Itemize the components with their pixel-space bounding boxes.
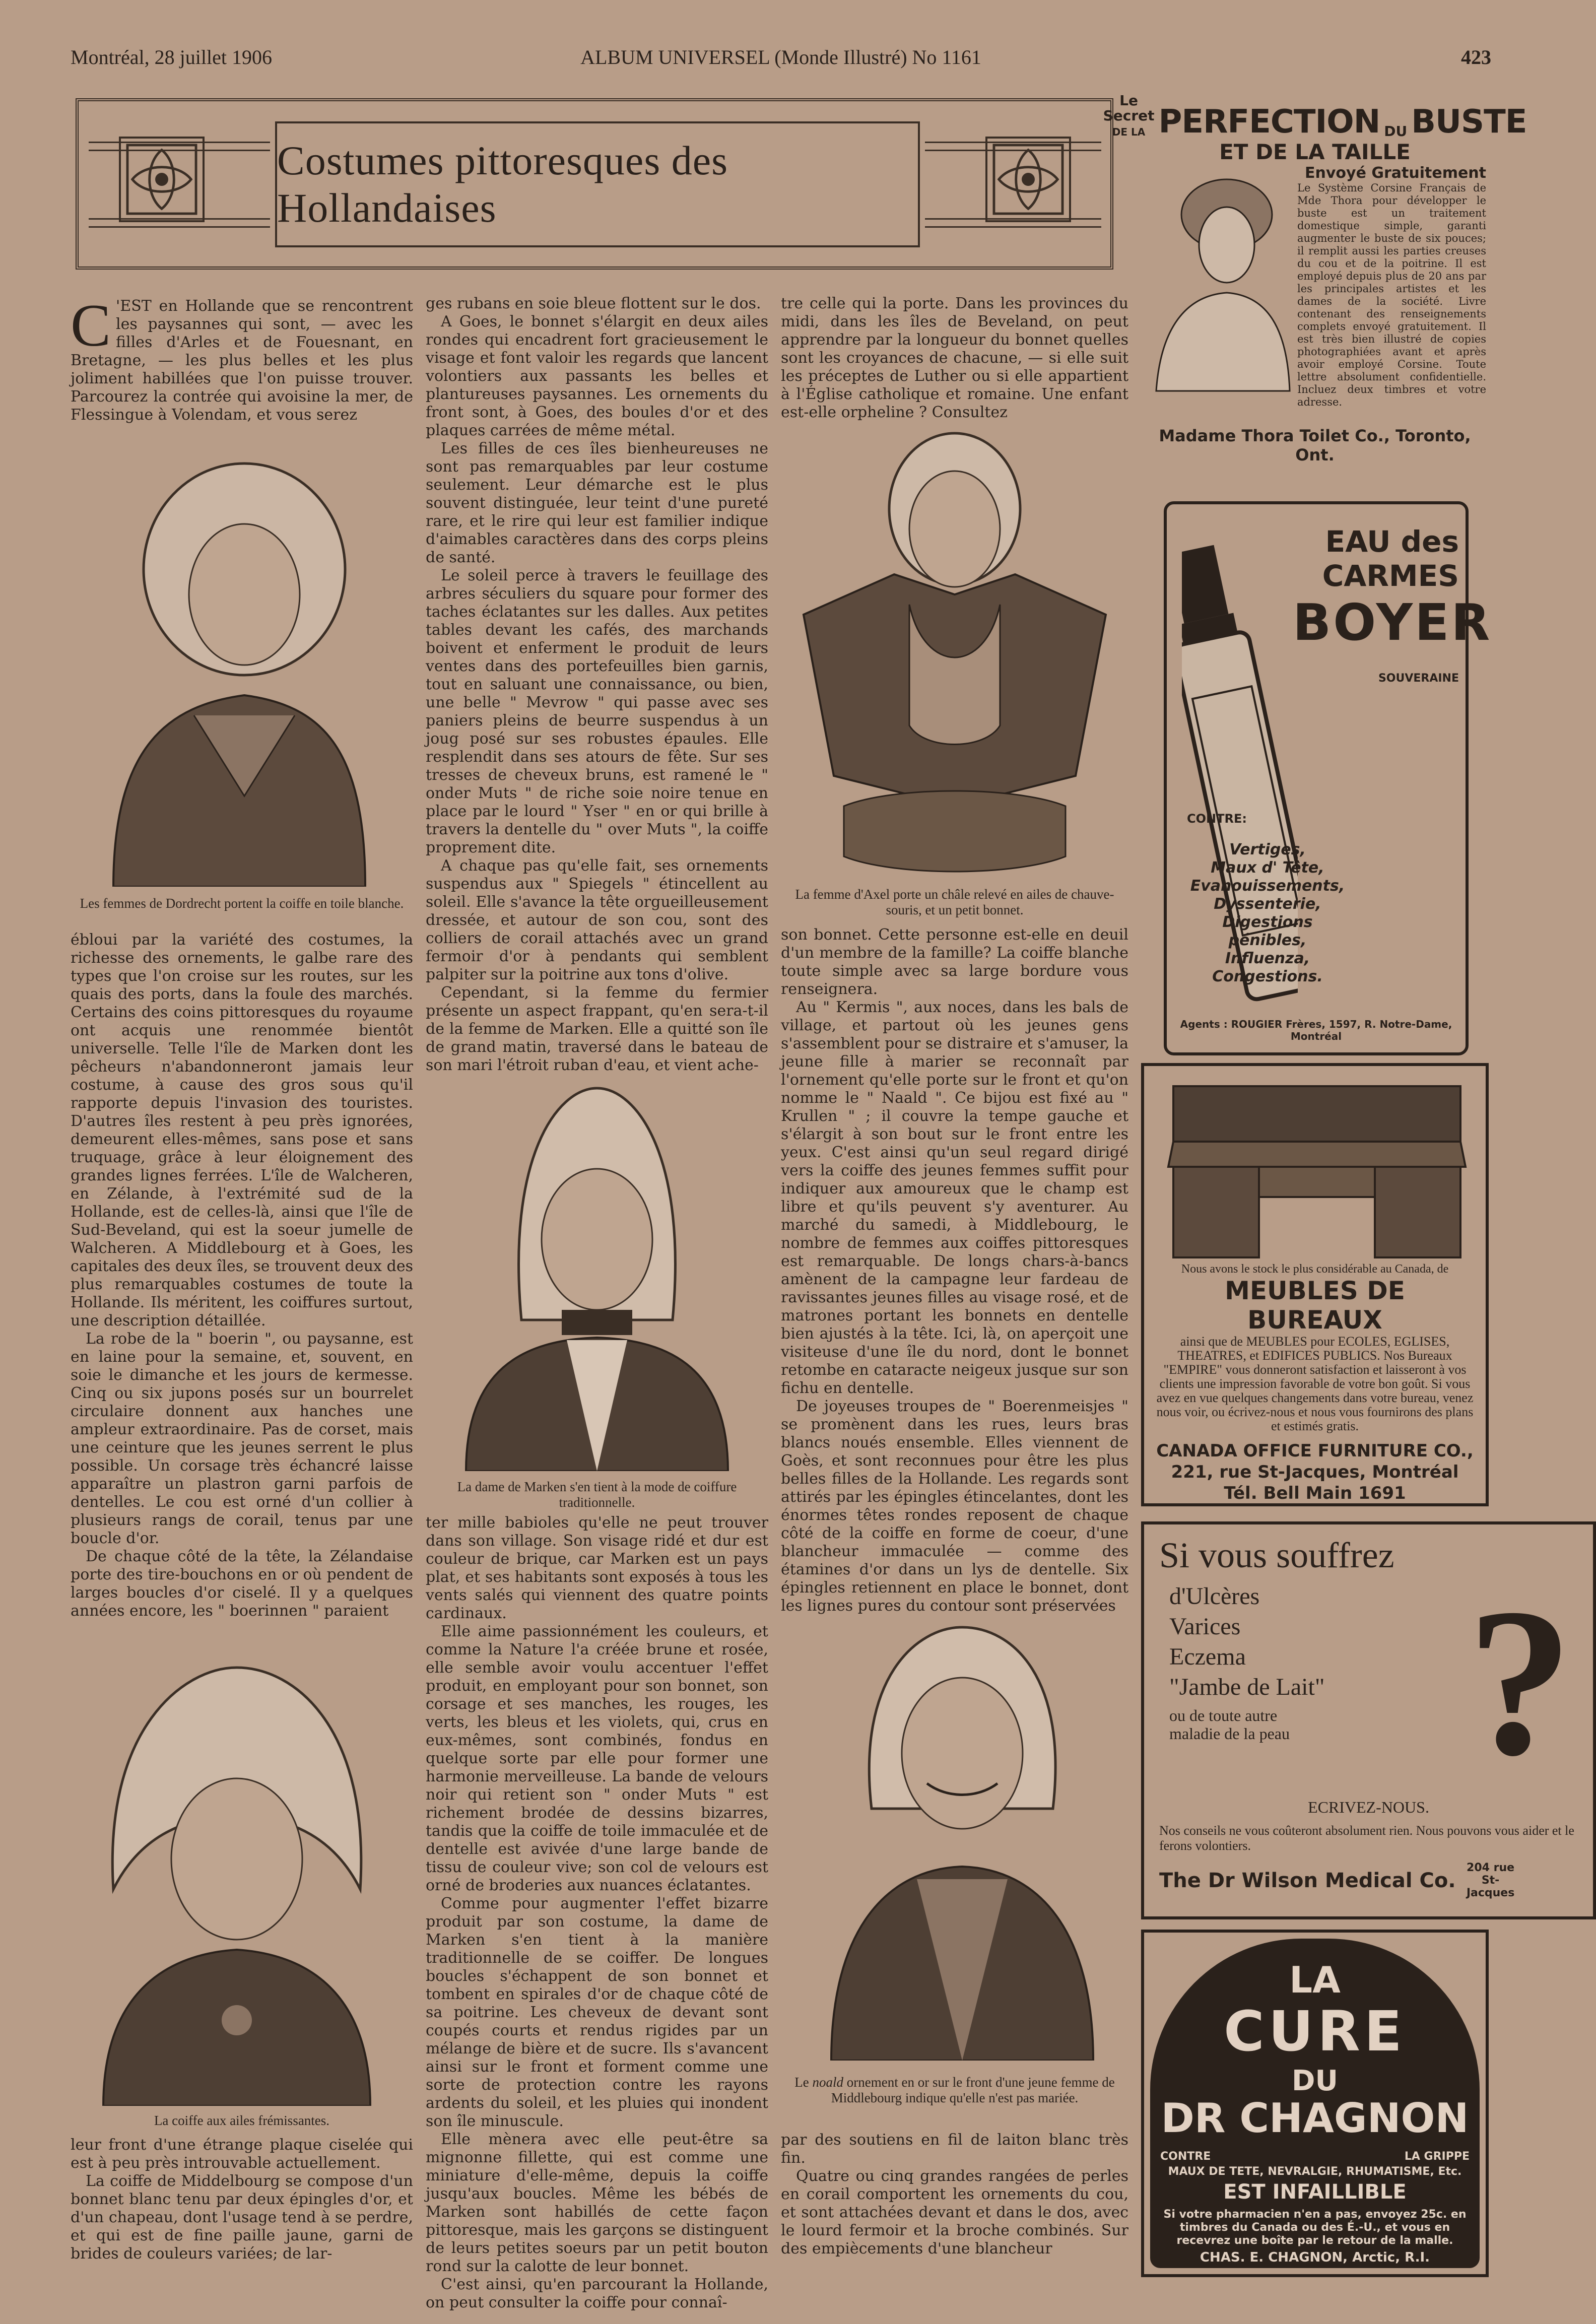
boyer-contre: CONTRE: [1187,812,1247,826]
boyer-list [1187,841,1348,986]
col2-p1: ges rubans en soie bleue flottent sur le dos. [426,295,761,312]
caption-fig1: Les femmes de Dordrecht portent la coiffe en toile blanche. [80,896,404,911]
boyer-list-item: Influenza, Congestions. [1212,950,1323,985]
ad-canada-office-furniture [1141,1063,1489,1506]
illustration-axel-woman [793,423,1116,877]
column-2-top [426,295,768,1075]
ad-thora-body-area [1141,164,1489,408]
col1-end-p2: La coiffe de Middelbourg se compose d'un bonnet blanc tenu par deux épingles d'or, et d'un chapeau, dont l'usage tend à se perdre, et qui est de fine paille jaune, garni de brides de couleurs variées; de lar- [71,2172,413,2263]
column-3-top [781,295,1128,422]
article-title-banner [76,98,1113,270]
illustration-dordrecht-woman [93,443,380,887]
office-company: CANADA OFFICE FURNITURE CO., [1156,1441,1474,1461]
ornament-right-icon [985,137,1071,222]
ad-thora-headline [1103,92,1527,141]
caption-fig5-pre: Le [794,2075,809,2090]
ad-thora-buste: BUSTE [1411,103,1527,141]
ornament-left-icon [119,137,205,222]
col1-intro-text: 'EST en Hollande que se rencontrent les paysannes qui sont, — avec les filles d'Arles et de Fouesnant, en Bretagne, — les plus belles et les plus joliment habillées que l'on puisse trouver. Parcourez la contrée qui avoisine la mer, de Flessingue à Volendam, et vous serez [71,297,413,424]
col2-b1: ter mille babioles qu'elle ne peut trouver dans son village. Son visage ridé et dur est couleur de brique, car Marken est un pays plat, et ses habitants sont exposés à tous les vents salés qui viennent des quatre points cardinaux. [426,1514,768,1622]
col1-p1: ébloui par la variété des costumes, la richesse des ornements, le galbe rare des types que l'on croise sur les routes, sur les quais des ports, dans la foule des marchés. Certains des coins pittoresques du royaume ont acquis une renommée bientôt universelle. Telle l'île de Marken dont les pêcheurs n'abandonneront jamais leur costume, à cause des gros sous qu'il rapporte depuis l'invasion des touristes. D'autres îles restent à peu près ignorées, demeurent elles-mêmes, sans pose et sans truquage, grâce à leur éloignement des grandes lignes ferrées. L'île de Walcheren, en Zélande, à l'extrémité sud de la Hollande, est de celles-là, ainsi que l'île de Sud-Beveland, qui est la soeur jumelle de Walcheren. A Middlebourg et à Goes, les capitales des deux îles, se trouvent deux des plus remarquables costumes de toute la Hollande. Ils méritent, les coiffures surtout, une description détaillée. [71,931,413,1330]
col2-b5: C'est ainsi, qu'en parcourant la Hollande, on peut consulter la coiffe pour connaî- [426,2276,768,2311]
desk-icon [1153,1071,1477,1263]
boyer-brand-block [1293,524,1492,685]
chagnon-la: LA [1289,1959,1341,2001]
office-body: ainsi que de MEUBLES pour ECOLES, EGLISES, THEATRES, et EDIFICES PUBLICS. Nos Bureaux "EMPIRE" vous donneront satisfaction et laisseront à vos clients une impression favorable de votre bon goût. Si vous avez en vue quelques changements dans votre bureau, venez nous voir, ou écrivez-nous et nous vous fournirons des plans et estimés gratis. [1156,1334,1474,1433]
drop-cap: C [71,292,111,359]
title-frame [275,121,920,247]
wilson-footer [1159,1862,1578,1899]
boyer-name: BOYER [1293,593,1492,652]
boyer-list-item: Vertiges, [1229,841,1306,858]
ad-thora-body: Le Système Corsine Français de Mde Thora pour développer le buste est un traitement domestique simple, garanti augmenter le buste de six pouces; il remplit aussi les parties creuses du cou et de la poitrine. Il est employé depuis plus de 20 ans par les principales artistes et les dames de la société. Livre contenant des renseignements complets envoyé gratuitement. Il est très bien illustré de copies photographiées avant et après avoir employé Corsine. Toute lettre absolument confidentielle. Incluez deux timbres et votre adresse. [1297,182,1486,408]
chagnon-grippe: LA GRIPPE [1404,2150,1470,2163]
column-1-end [71,2136,413,2263]
chagnon-address: CHAS. E. CHAGNON, Arctic, R.I. [1200,2250,1430,2265]
col2-b2: Elle aime passionnément les couleurs, et comme la Nature l'a créée brune et rosée, elle semble avoir voulu accentuer l'effet produit, en employant pour son bonnet, son corsage et ses manches, les rouges, les verts, les bleus et les violets, qui, crus en eux-mêmes, sont combinés, fondus en quelque sorte par elle pour former une harmonie merveilleuse. La bande de velours noir qui retient son " onder Muts " est richement brodée de dessins bizarres, tandis que la coiffe de toile immaculée et de dentelle est avivée d'une large bande de tissu de couleur vive; son col de velours est orné de broderies aux nuances éclatantes. [426,1623,768,1894]
caption-fig4: La coiffe aux ailes frémissantes. [154,2113,330,2128]
chagnon-small: Si votre pharmacien n'en a pas, envoyez 25c. en timbres du Canada ou des É.-U., et vous en recevrez une boîte par le retour de la malle. [1163,2208,1467,2247]
column-1-intro [71,292,413,424]
column-3-middle [781,926,1128,1615]
chagnon-contre: CONTRE [1160,2150,1211,2163]
wilson-headline: Si vous souffrez [1159,1535,1394,1575]
office-address: 221, rue St-Jacques, Montréal [1171,1462,1459,1482]
col2-p2: A Goes, le bonnet s'élargit en deux ailes rondes qui encadrent fort gracieusement le visage et font valoir les regards que lancent volontiers aux passants les belles et plantureuses paysannes. Les ornements du front sont, à Goes, des boules d'or et des plaques carrées de même métal. [426,313,768,439]
ad-eau-des-carmes-boyer [1164,501,1492,1055]
ad-thora-copy [1297,164,1486,409]
ad-thora-du: DU [1384,123,1408,140]
wilson-company: The Dr Wilson Medical Co. [1159,1869,1456,1892]
chagnon-maux: MAUX DE TETE, NEVRALGIE, RHUMATISME, Etc. [1168,2165,1462,2178]
col2-b4: Elle mènera avec elle peut-être sa mignonne fillette, qui est comme une miniature d'elle-même, depuis la coiffe jusqu'aux boucles. Même les bébés de Marken sont habillés de cette façon pittoresque, mais les garçons se distinguent de leurs petites soeurs par un petit bouton rond sur la calotte de leur bonnet. [426,2131,768,2275]
chagnon-du: DU [1292,2065,1338,2097]
chagnon-cure: CURE [1224,1999,1406,2064]
page-number: 423 [1461,46,1491,69]
ad-thora-portrait-icon [1151,169,1292,396]
office-stock-line: Nous avons le stock le plus considérable au Canada, de [1181,1263,1449,1276]
column-3-end [781,2131,1128,2258]
illustration-middlebourg-girl [816,1617,1108,2061]
boyer-remedies [1187,812,1459,986]
boyer-souveraine: SOUVERAINE [1378,672,1459,685]
chagnon-contre-row [1160,2150,1470,2163]
chagnon-name: DR CHAGNON [1161,2095,1469,2142]
header-publication: ALBUM UNIVERSEL (Monde Illustré) No 1161 [580,46,981,69]
col3-p4: De joyeuses troupes de " Boerenmeisjes " se promènent dans les rues, leurs bras blancs noués ensemble. Elles viennent de Goès, et sont reconnues pour être les plus belles filles de la Hollande. Les regards sont attirés par les épingles étincelantes, dont les énormes têtes rondes reposent de chaque côté de la coiffe en forme de coeur, d'une blancheur immaculée — comme des étamines d'or dans un lys de dentelle. Six épingles retiennent en place le bonnet, dont les lignes pures du contour sont préservées [781,1398,1128,1615]
wilson-item: Varices [1169,1613,1241,1640]
wilson-tail: ou de toute autre maladie de la peau [1169,1706,1290,1743]
col3-end-p1: par des soutiens en fil de laiton blanc très fin. [781,2131,1128,2167]
chagnon-panel [1150,1939,1480,2268]
ad-thora-de-la: DE LA [1112,126,1146,138]
boyer-eau-des-carmes: EAU des CARMES [1322,524,1459,593]
col1-p3: De chaque côté de la tête, la Zélandaise porte des tire-bouchons en or où pendent de larges boucles d'or ciselé. Il y a quelques années encore, les " boerinnen " paraient [71,1548,413,1620]
illustration-coiffe-ailes [83,1647,390,2106]
wilson-items [1169,1581,1324,1743]
question-mark-icon: ? [1467,1565,1573,1799]
illustration-marken-lady [446,1058,748,1471]
ad-thora-bust [1103,92,1527,491]
header-date: Montréal, 28 juillet 1906 [71,46,272,69]
wilson-item: Eczema [1169,1643,1246,1670]
col3-end-p2: Quatre ou cinq grandes rangées de perles en corail comportent les ornements du cou, et sont attachées devant et dans le dos, avec le lourd fermoir et la broche combinés. Sur des empiècements d'une blancheur [781,2167,1128,2257]
boyer-list-item: Evanouissements, [1190,877,1345,895]
caption-fig2: La femme d'Axel porte un châle relevé en ailes de chauve-souris, et un petit bonnet. [795,887,1114,917]
caption-fig3: La dame de Marken s'en tient à la mode de coiffure traditionnelle. [457,1479,737,1510]
wilson-ecrivez: ECRIVEZ-NOUS. [1308,1798,1429,1816]
col1-end-p1: leur front d'une étrange plaque ciselée qui est à peu près introuvable actuellement. [71,2136,413,2172]
ad-thora-perfection: PERFECTION [1158,103,1380,141]
col3-p1: tre celle qui la porte. Dans les provinces du midi, dans les îles de Beveland, on peut apprendre par la longueur du bonnet quelles sont les croyances de chacune, — si elle suit les préceptes de Luther ou si elle appartient à l'Église catholique et romaine. Une enfant est-elle orpheline ? Consultez [781,295,1128,421]
caption-fig5-text: ornement en or sur le front d'une jeune femme de Middlebourg indique qu'elle n'est pas mariée. [831,2075,1115,2105]
column-1-middle [71,931,413,1620]
column-2-bottom [426,1514,768,2312]
office-phone: Tél. Bell Main 1691 [1224,1483,1406,1503]
col2-p3: Les filles de ces îles bienheureuses ne sont pas remarquables par leur costume seulement. Leur démarche est le plus souvent distinguée, leur teint d'une pureté rare, et le rire qui leur est familier indique d'aimables caractères dans des corps pleins de santé. [426,440,768,566]
col2-b3: Comme pour augmenter l'effet bizarre produit par son costume, la dame de Marken s'en tient à la manière traditionnelle de se coiffer. De longues boucles s'échappent de son bonnet et tombent en spirales d'or de chaque côté de sa poitrine. Les cheveux de devant sont coupés courts et rendus rigides par un mélange de bière et de sucre. Ils s'avancent ainsi sur le front et forment comme une sorte de protection contre les rayons ardents du soleil, et les pluies qui inondent son île minuscule. [426,1895,768,2130]
chagnon-infaillible: EST INFAILLIBLE [1223,2180,1407,2204]
boyer-list-item: Maux d' Tête, [1211,859,1324,877]
col2-p6: Cependant, si la femme du fermier présente un aspect frappant, qu'en sera-t-il de la femme de Marken. Elle a quitté son île de grand matin, traversé dans le bateau de son mari l'étroit ruban d'eau, et vient ache- [426,984,768,1074]
running-header [71,45,1491,76]
col2-p5: A chaque pas qu'elle fait, ses ornements suspendus aux " Spiegels " étincellent au soleil. Elle s'avance la tête orgueilleusement dressée, et autour de son cou, sont des colliers de corail attachés avec un grand fermoir d'or à pendants qui semblent palpiter sur la poitrine aux tons d'olive. [426,857,768,983]
wilson-item: d'Ulcères [1169,1583,1260,1610]
ad-thora-free: Envoyé Gratuitement [1305,164,1486,182]
col1-p2: La robe de la " boerin ", ou paysanne, est en laine pour la semaine, et, souvent, en soie le dimanche et les jours de kermesse. Cinq ou six jupons posés sur un bourrelet circulaire donnent aux hanches une ampleur extraordinaire. Pas de corset, mais une ceinture que les jeunes serrent le plus possible. Un corsage très échancré laisse apparaître un plastron garni parfois de dentelles. Le cou est orné d'un collier à plusieurs rangs de corail, tenus par une boucle d'or. [71,1330,413,1547]
office-headline: MEUBLES DE BUREAUX [1225,1276,1405,1335]
caption-fig5 [781,2075,1128,2106]
ad-thora-le-secret: Le Secret [1103,92,1155,124]
boyer-agents: Agents : ROUGIER Frères, 1597, R. Notre-Dame, Montréal [1180,1018,1452,1042]
boyer-list-item: Digestions pénibles, [1222,913,1313,949]
col2-p4: Le soleil perce à travers le feuillage des arbres séculiers du square pour former des taches éclatantes sur les dalles. Aux petites tables devant les cafés, des marchands boivent et enferment le produit de leurs ventes dans des portefeuilles bien garnis, tout en saluant une connaissance, ou bien, une belle " Mevrow " qui passe avec ses paniers pleins de beurre suspendus à un joug posé sur ses robustes épaules. Elle resplendit dans ses atours de fête. Sur ses tresses de cheveux bruns, est ramené le " onder Muts " de riche soie noire tenue en place par le lourd " Yser " en or qui brille à travers la dentelle du " over Muts ", la coiffe proprement dite. [426,567,768,856]
ad-thora-signature: Madame Thora Toilet Co., Toronto, Ont. [1159,426,1471,464]
wilson-item: "Jambe de Lait" [1169,1674,1325,1700]
col3-p2: son bonnet. Cette personne est-elle en deuil d'un membre de la famille? La coiffe blanche toute simple avec sa large bordure vous renseignera. [781,926,1128,998]
wilson-address: 204 rue St-Jacques [1466,1862,1515,1899]
ad-cure-chagnon [1141,1930,1489,2277]
col3-p3: Au " Kermis ", aux noces, dans les bals de village, et partout où les jeunes gens s'assemblent pour se distraire et s'amuser, la jeune fille à marier se reconnaît par l'ornement qu'elle porte sur le front et qu'on nomme le " Naald ". Ce bijou est fixé au " Krullen " ; il couvre la tempe gauche et s'élargit à son bout sur le front entre les yeux. C'est ainsi qu'un seul regard dirigé vers la coiffe des jeunes femmes suffit pour indiquer aux amoureux que le champ est libre et qu'ils peuvent s'y aventurer. Au marché du samedi, à Middlebourg, le nombre de femmes aux coiffes pittoresques est remarquable. De longs chars-à-bancs amènent de la campagne leur fardeau de ravissantes jeunes filles au visage rosé, et de matrones portant les bonnets en dentelle bien ajustés à la tête. Ici, là, on aperçoit une visiteuse d'une île du nord, dont le bonnet retombe en cataracte neigeux jusque sur son fichu en dentelle. [781,999,1128,1397]
boyer-list-item: Dyssenterie, [1214,895,1321,913]
wilson-list-area [1159,1565,1578,1799]
article-title: Costumes pittoresques des Hollandaises [277,138,728,231]
ad-thora-subheadline: ET DE LA TAILLE [1219,140,1411,164]
caption-fig5-term: noald [812,2075,844,2090]
ad-dr-wilson-medical [1141,1521,1596,1919]
wilson-small: Nos conseils ne vous coûteront absolument rien. Nous pouvons vous aider et le ferons volontiers. [1159,1823,1574,1853]
